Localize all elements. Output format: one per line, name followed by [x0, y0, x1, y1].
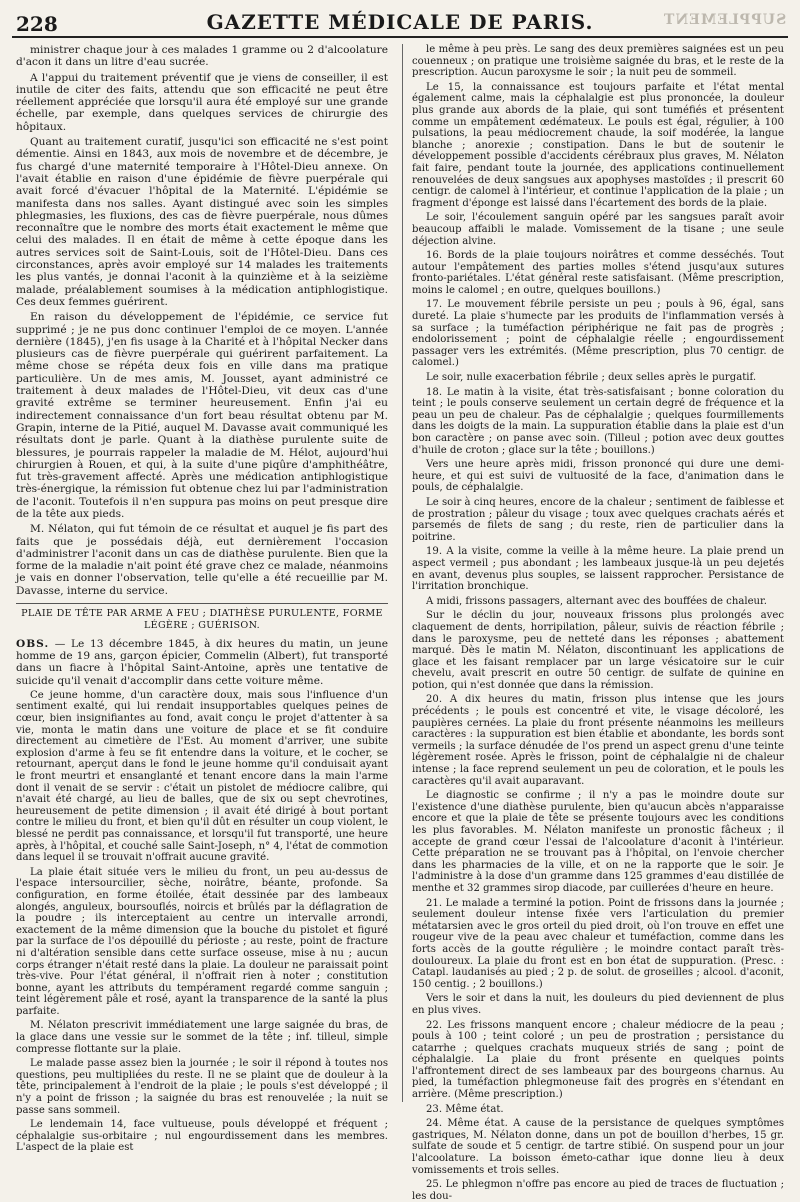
obs-text: — Le 13 décembre 1845, à dix heures du matin, un jeune homme de 19 ans, garçon épicier, Commelin (Albert), fut transporté dans un fiacre à l'hôpital Saint-Antoine, après une tentative de suicide qu'il venait d'accomplir dans cette voiture même.: [16, 637, 388, 687]
paragraph: Quant au traitement curatif, jusqu'ici son efficacité ne s'est point démentie. Ainsi en 1843, aux mois de novembre et de décembre, je fus chargé d'une maternité temporaire à l'Hôtel-Dieu annexe. On l'avait établie en raison d'une épidémie de fièvre puerpérale qui avait forcé d'évacuer l'hôpital de la Maternité. L'épidémie se manifesta dans nos salles. Ayant distingué avec soin les simples phlegmasies, les fluxions, des cas de fièvre puerpérale, nous dûmes reconnaître que le nombre des morts était exactement le même que celui des malades. Il en était de même à cette époque dans les autres services soit de Saint-Louis, soit de l'Hôtel-Dieu. Dans ces circonstances, après avoir employé sur 14 malades les traitements les plus vantés, je donnai l'aconit à la quinzième et à la seizième malade, préalablement soumises à la médication antiphlogistique. Ces deux femmes guérirent.: [16, 136, 388, 308]
paragraph: ministrer chaque jour à ces malades 1 gramme ou 2 d'alcoolature d'acon it dans un litre d'eau sucrée.: [16, 44, 388, 69]
paragraph: Sur le déclin du jour, nouveaux frissons plus prolongés avec claquement de dents, horripilation, pâleur, suivis de réaction fébrile ; dans le paroxysme, peu de netteté dans les réponses ; abattement marqué. Dès le matin M. Nélaton, discontinuant les applications de glace et les faisant remplacer par un large vésicatoire sur le cuir chevelu, avait prescrit en outre 50 centigr. de sulfate de quinine en potion, qui n'est donnée que dans la rémission.: [412, 610, 784, 691]
paragraph: 17. Le mouvement fébrile persiste un peu ; pouls à 96, égal, sans dureté. La plaie s'humecte par les produits de l'inflammation versés à sa surface ; la tuméfaction périphérique ne fait pas de progrès ; endolorissement ; point de céphalalgie réelle ; engourdissement passager vers les extrémités. (Même prescription, plus 70 centigr. de calomel.): [412, 299, 784, 369]
paragraph: Le malade passe assez bien la journée ; le soir il répond à toutes nos questions, peu multipliées du reste. Il ne se plaint que de douleur à la tête, principalement à l'endroit de la plaie ; le pouls s'est développé ; il n'y a point de frisson ; la saignée du bras est renouvelée ; la nuit se passe sans sommeil.: [16, 1058, 388, 1116]
page-number: 228: [16, 12, 58, 36]
left-column: [16, 44, 388, 1154]
paragraph: 25. Le phlegmon n'offre pas encore au pied de traces de fluctuation ; les dou-: [412, 1179, 784, 1202]
paragraph: 21. Le malade a terminé la potion. Point de frissons dans la journée ; seulement douleur intense fixée vers l'articulation du premier métatarsien avec le gros orteil du pied droit, où l'on trouve en effet une rougeur vive de la peau avec chaleur et tuméfaction, comme dans les forts accès de la goutte régulière ; le moindre contact paraît très-douloureux. La plaie du front est en bon état de suppuration. (Presc. : Catapl. laudanisés au pied ; 2 p. de solut. de groseilles ; alcool. d'aconit, 150 centig. ; 2 bouillons.): [412, 897, 784, 990]
obs-label: OBS.: [16, 637, 50, 650]
paragraph: 16. Bords de la plaie toujours noirâtres et comme desséchés. Tout autour l'empâtement des parties molles s'étend jusqu'aux sutures fronto-pariétales. L'état général reste satisfaisant. (Même prescription, moins le calomel ; en outre, quelques bouillons.): [412, 250, 784, 296]
paragraph: Vers une heure après midi, frisson prononcé qui dure une demi-heure, et qui est suivi de vultuosité de la face, d'animation dans le pouls, de céphalalgie.: [412, 459, 784, 494]
paragraph: Ce jeune homme, d'un caractère doux, mais sous l'influence d'un sentiment exalté, qui lui rendait insupportables quelques peines de cœur, bien insignifiantes au fond, avait conçu le projet d'attenter à sa vie, monta le matin dans une voiture de place et se fit conduire directement au cimetière de l'Est. Au moment d'arriver, une subite explosion d'arme à feu se fit entendre dans la voiture, et le cocher, se retournant, aperçut dans le fond le jeune homme qu'il conduisait ayant le front meurtri et ensanglanté et tenant encore dans la main l'arme dont il venait de se servir : c'était un pistolet de médiocre calibre, qui n'avait été chargé, au lieu de balles, que de six ou sept chevrotines, heureusement de petite dimension ; il avait été dirigé à bout portant contre le milieu du front, et bien qu'il dût en résulter un coup violent, le blessé ne perdit pas connaissance, et lorsqu'il fut transporté, une heure après, à l'hôpital, et couché salle Saint-Joseph, n° 4, l'état de commotion dans lequel il se trouvait n'offrait aucune gravité.: [16, 689, 388, 864]
paragraph: 24. Même état. A cause de la persistance de quelques symptômes gastriques, M. Nélaton donne, dans un pot de bouillon d'herbes, 15 gr. sulfate de soude et 5 centigr. de tartre stibié. On suspend pour un jour l'alcoolature. La boisson émeto-cathar ique donne lieu à deux vomissements et trois selles.: [412, 1118, 784, 1176]
paragraph: En raison du développement de l'épidémie, ce service fut supprimé ; je ne pus donc continuer l'emploi de ce moyen. L'année dernière (1845), j'en fis usage à la Charité et à l'hôpital Necker dans plusieurs cas de fièvre puerpérale qui guérirent parfaitement. La même chose se répéta deux fois en ville dans ma pratique particulière. Un de mes amis, M. Jousset, ayant administré ce traitement à deux malades de l'Hôtel-Dieu, vit deux cas d'une gravité extrême se terminer heureusement. Enfin j'ai eu indirectement connaissance d'un fort beau résultat obtenu par M. Grapin, interne de la Pitié, auquel M. Davasse avait communiqué les résultats dont je parle. Quant à la diathèse purulente suite de blessures, je pourrais rappeler la maladie de M. Hélot, aujourd'hui chirurgien à Rouen, et qui, à la suite d'une piqûre d'amphithéâtre, fut très-gravement affecté. Après une médication antiphlogistique très-énergique, la rémission fut obtenue chez lui par l'administration de l'aconit. Toutefois il n'en suppura pas moins on peut presque dire de la tête aux pieds.: [16, 311, 388, 520]
paragraph: M. Nélaton, qui fut témoin de ce résultat et auquel je fis part des faits que je possédais déjà, eut dernièrement l'occasion d'administrer l'aconit dans un cas de diathèse purulente. Bien que la forme de la maladie n'ait point été grave chez ce malade, néanmoins je vais en donner l'observation, telle qu'elle a été recueillie par M. Davasse, interne du service.: [16, 523, 388, 597]
show-through-text: SUPPLEMENT: [662, 12, 786, 28]
paragraph: Le lendemain 14, face vultueuse, pouls développé et fréquent ; céphalalgie sus-orbitaire ; nul engourdissement dans les membres. L'aspect de la plaie est: [16, 1119, 388, 1154]
paragraph: 18. Le matin à la visite, état très-satisfaisant ; bonne coloration du teint ; le pouls conserve seulement un certain degré de fréquence et la peau un peu de chaleur. Pas de céphalalgie ; quelques fourmillements dans les doigts de la main. La suppuration établie dans la plaie est d'un bon caractère ; on panse avec soin. (Tilleul ; potion avec deux gouttes d'huile de croton ; glace sur la tête ; bouillons.): [412, 386, 784, 456]
paragraph: A midi, frissons passagers, alternant avec des bouffées de chaleur.: [426, 595, 767, 607]
right-column: [412, 44, 784, 1202]
paragraph: Vers le soir et dans la nuit, les douleurs du pied deviennent de plus en plus vives.: [412, 993, 784, 1016]
paragraph: M. Nélaton prescrivit immédiatement une large saignée du bras, de la glace dans une vessie sur le sommet de la tête ; inf. tilleul, simple compresse flottante sur la plaie.: [16, 1020, 388, 1055]
paragraph: 20. A dix heures du matin, frisson plus intense que les jours précédents ; le pouls est concentré et vite, le visage décoloré, les paupières cernées. La plaie du front présente néanmoins les meilleurs caractères : la suppuration est bien établie et abondante, les bords sont vermeils ; la surface dénudée de l'os prend un aspect grenu d'une teinte légèrement rosée. Après le frisson, point de céphalalgie ni de chaleur intense ; la face reprend seulement un peu de coloration, et le pouls les caractères qu'il avait auparavant.: [412, 694, 784, 787]
paragraph: 22. Les frissons manquent encore ; chaleur médiocre de la peau ; pouls à 100 ; teint coloré ; un peu de prostration ; persistance du catarrhe ; quelques crachats muqueux striés de sang ; point de céphalalgie. La plaie du front présente en quelques points l'affrontement direct de ses lambeaux par des bourgeons charnus. Au pied, la tuméfaction phlegmoneuse fait des progrès en s'étendant en arrière. (Même prescription.): [412, 1019, 784, 1101]
page-header: [12, 10, 788, 38]
section-title: PLAIE DE TÊTE PAR ARME A FEU ; DIATHÈSE PURULENTE, FORME LÉGÈRE ; GUÉRISON.: [21, 608, 383, 632]
paragraph: Le soir à cinq heures, encore de la chaleur ; sentiment de faiblesse et de prostration ; pâleur du visage ; toux avec quelques crachats aérés et parsemés de filets de sang ; du reste, rien de particulier dans la poitrine.: [412, 496, 784, 543]
paragraph: 19. A la visite, comme la veille à la même heure. La plaie prend un aspect vermeil ; pus abondant ; les lambeaux jusque-là un peu dejetés en avant, devenus plus souples, se laissent rapprocher. Persistance de l'irritation bronchique.: [412, 546, 784, 593]
paragraph: Le 15, la connaissance est toujours parfaite et l'état mental également calme, mais la céphalalgie est plus prononcée, la douleur plus grande aux abords de la plaie, qui sont tuméfiés et présentent comme un empâtement œdémateux. Le pouls est égal, régulier, à 100 pulsations, la peau médiocrement chaude, la soif modérée, la langue blanche ; anorexie ; constipation. Dans le but de soutenir le développement possible d'accidents cérébraux plus graves, M. Nélaton fait faire, pendant toute la journée, des applications continuellement renouvelées de deux sangsues aux apophyses mastoïdes ; il prescrit 60 centigr. de calomel à l'intérieur, et continue l'application de la plaie ; un fragment d'éponge est laissé dans l'écartement des bords de la plaie.: [412, 81, 784, 209]
paragraph: 23. Même état.: [426, 1103, 504, 1115]
paragraph: Le diagnostic se confirme ; il n'y a pas le moindre doute sur l'existence d'une diathèse purulente, bien qu'aucun abcès n'apparaisse encore et que la plaie de tête se présente toujours avec les conditions les plus favorables. M. Nélaton manifeste un pronostic fâcheux ; il accepte de grand cœur l'essai de l'alcoolature d'aconit à l'intérieur. Cette préparation ne se trouvant pas à l'hôpital, on l'envoie chercher dans les pharmacies de la ville, et on ne la rapporte que le soir. Je l'administre à la dose d'un gramme dans 125 grammes d'eau distillée de menthe et 32 grammes sirop diacode, par cuillerées d'heure en heure.: [412, 790, 784, 894]
paragraph: Le soir, nulle exacerbation fébrile ; deux selles après le purgatif.: [426, 372, 757, 384]
column-rule: [402, 44, 403, 1102]
paragraph: Le soir, l'écoulement sanguin opéré par les sangsues paraît avoir beaucoup affaibli le malade. Vomissement de la tisane ; une seule déjection alvine.: [412, 212, 784, 247]
page-title: GAZETTE MÉDICALE DE PARIS.: [206, 10, 594, 34]
section-divider: [16, 603, 388, 604]
paragraph: A l'appui du traitement préventif que je viens de conseiller, il est inutile de citer des faits, attendu que son efficacité ne peut être réellement appréciée que lorsqu'il aura été employé sur une grande échelle, par exemple, dans quelques services de chirurgie des hôpitaux.: [16, 71, 388, 133]
observation-intro: [16, 638, 388, 687]
paragraph: le même à peu près. Le sang des deux premières saignées est un peu couenneux ; on pratique une troisième saignée du bras, et le reste de la prescription. Aucun paroxysme le soir ; la nuit peu de sommeil.: [412, 44, 784, 79]
paragraph: La plaie était située vers le milieu du front, un peu au-dessus de l'espace intersourcilier, sèche, noirâtre, béante, profonde. Sa configuration, en forme étoilée, était dessinée par des lambeaux alongés, anguleux, boursouflés, noircis et brûlés par la déflagration de la poudre ; ils interceptaient au centre un intervalle arrondi, exactement de la même dimension que la bouche du pistolet et figuré par la surface de l'os dépouillé du périoste ; au reste, point de fracture ni d'altération sensible dans cette surface osseuse, mise à nu ; aucun corps étranger n'était resté dans la plaie. La douleur ne paraissait point très-vive. Pour l'état général, il n'offrait rien à noter ; constitution bonne, ayant les attributs du tempérament regardé comme sanguin ; teint légèrement pâle et rosé, ayant la transparence de la santé la plus parfaite.: [16, 866, 388, 1017]
